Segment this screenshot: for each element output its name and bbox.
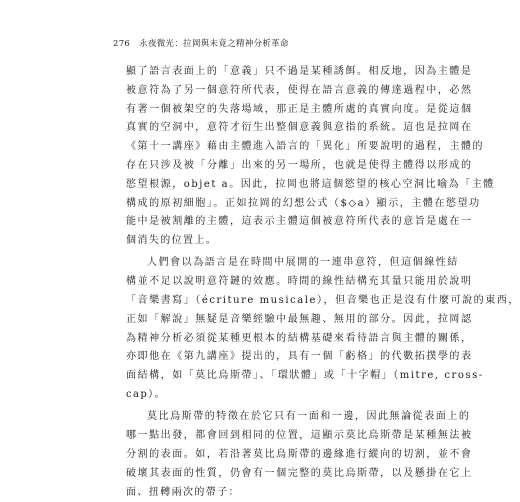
text-line: 「音樂書寫」（écriture musicale），但音樂也正是沒有什麼可說的東西， — [126, 295, 520, 307]
text-line: 有著一個被架空的失落場域，那正是主體所處的真實向度。是從這個 — [126, 103, 473, 115]
text-line: 被意符為了另一個意符所代表，使得在語言意義的傳達過程中，必然 — [126, 84, 473, 96]
running-head — [113, 37, 289, 49]
text-line: 莫比烏斯帶的特徵在於它只有一面和一邊，因此無論從表面上的 — [147, 411, 471, 423]
text-line: 真實的空洞中，意符才衍生出整個意義與意指的系統。這也是拉岡在 — [126, 122, 473, 134]
text-line: 面結構，如「莫比烏斯帶」、「環狀體」或「十字帽」（mitre, cross- — [126, 370, 484, 382]
text-line: 為精神分析必須從某種更根本的結構基礎來看待語言與主體的關係， — [126, 332, 473, 344]
text-line: cap）。 — [126, 389, 166, 401]
text-line: 顯了語言表面上的「意義」只不過是某種誘餌。相反地，因為主體是 — [126, 66, 473, 77]
text-line: 面、扭轉兩次的帶子： — [126, 486, 240, 498]
text-line: 能中是被割離的主體，這表示主體這個被意符所代表的意旨是處在一 — [126, 216, 473, 228]
paragraph-1 — [126, 63, 495, 251]
text-line: 亦即他在《第九講座》提出的，具有一個「虧格」的代數拓撲學的表 — [126, 351, 473, 363]
text-line: 人們會以為語言是在時間中展開的一連串意符，但這個線性結 — [147, 257, 459, 269]
text-line: 存在只涉及被「分離」出來的另一場所，也就是使得主體得以形成的 — [126, 159, 473, 171]
text-line: 構並不足以說明意符鏈的效應。時間的線性結構充其量只能用於說明 — [126, 276, 473, 288]
text-line: 《第十一講座》藉由主體進入語言的「異化」所要說明的過程，主體的 — [126, 141, 485, 153]
text-line: 構成的原初細胞」。正如拉岡的幻想公式（$◇a）顯示，主體在慾望功 — [126, 197, 481, 209]
page-number: 276 — [113, 39, 131, 49]
book-title: 永夜微光：拉岡與未竟之精神分析革命 — [139, 39, 289, 49]
text-line: 破壞其表面的性質，仍會有一個完整的莫比烏斯帶，以及懸掛在它上 — [126, 467, 473, 479]
body-text — [126, 63, 520, 502]
text-line: 哪一點出發，都會回到相同的位置，這顯示莫比烏斯帶是某種無法被 — [126, 430, 473, 442]
paragraph-3 — [126, 408, 473, 502]
paragraph-2 — [126, 254, 520, 404]
text-line: 個消失的位置上。 — [126, 235, 218, 247]
text-line: 分割的表面。如，若沿著莫比烏斯帶的邊緣進行縱向的切割，並不會 — [126, 448, 473, 460]
text-line: 正如「解說」無疑是音樂經驗中最無趣、無用的部分。因此，拉岡認 — [126, 313, 473, 325]
text-line: 慾望根源，objet a。因此，拉岡也將這個慾望的核心空洞比喻為「主體 — [126, 178, 495, 190]
